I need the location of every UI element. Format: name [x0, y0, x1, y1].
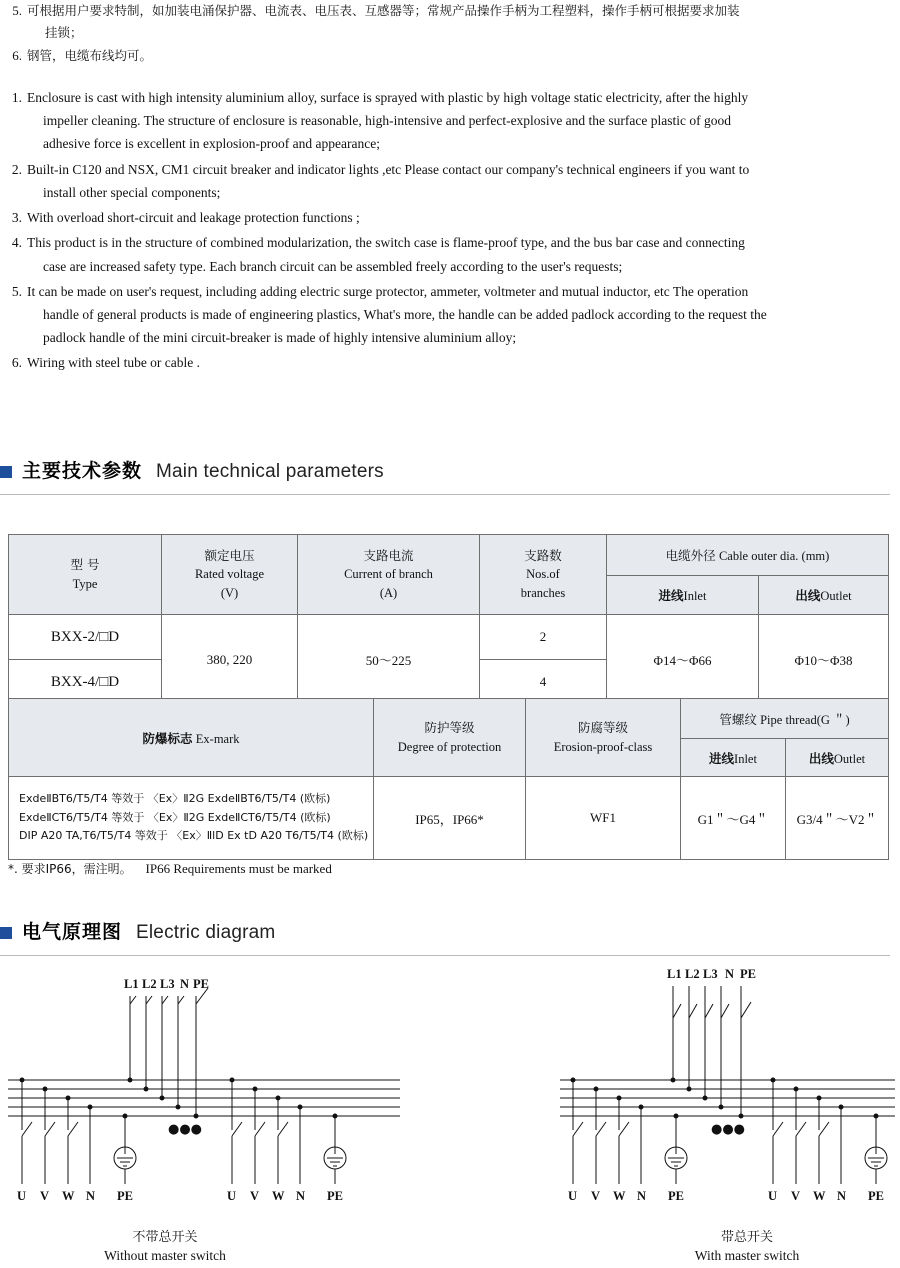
list-text — [27, 0, 900, 44]
list-text — [27, 351, 900, 374]
exmark-line: DIP A20 TA,T6/T5/T4 等效于 〈Ex〉ⅡlD Ex tD A20 T6/T5/T4 (欧标) — [19, 829, 369, 843]
header-cn: 防爆标志 — [142, 730, 193, 746]
outlet-label: V — [250, 1189, 260, 1203]
section-header-electric-diagram — [0, 917, 890, 944]
caption-en: Without master switch — [104, 1247, 226, 1263]
section-divider — [0, 494, 890, 495]
outlet-label: W — [272, 1189, 285, 1203]
table-main-parameters — [8, 534, 889, 705]
section-title-cn: 电气原理图 — [22, 921, 123, 943]
header-en: Degree of protection — [397, 739, 502, 754]
caption-without-master-switch — [45, 1229, 285, 1264]
header-cell-inlet — [681, 739, 786, 777]
phase-label: L2 — [142, 977, 157, 991]
note-line: It can be made on user's request, including adding electric surge protector, ammeter, voltmeter and mutual inductor, etc The operation — [27, 283, 749, 299]
phase-label: L1 — [667, 967, 682, 981]
list-number: 5. — [12, 3, 22, 18]
cell-current: 50～225 — [298, 615, 480, 705]
section-title-cn: 主要技术参数 — [22, 460, 143, 482]
ellipsis-dots: ●●● — [711, 1122, 746, 1137]
outlet-label: W — [62, 1189, 75, 1203]
chinese-notes-list — [0, 0, 900, 69]
header-cell-branches — [480, 535, 607, 615]
caption-with-master-switch — [627, 1229, 867, 1264]
list-number: 3. — [11, 210, 22, 226]
footnote — [8, 860, 332, 877]
note-line: Built-in C120 and NSX, CM1 circuit breaker and indicator lights ,etc Please contact our company's technical engineers if you want to — [27, 161, 750, 177]
footnote-cn: *. 要求IP66，需注明。 — [8, 862, 132, 876]
note-line: This product is in the structure of combined modularization, the switch case is flame-proof type, and the bus bar case and connecting — [27, 235, 745, 251]
header-unit: (A) — [379, 585, 398, 600]
section-title-en: Main technical parameters — [156, 461, 384, 482]
diagram-with-master-switch — [455, 958, 895, 1243]
list-item — [0, 280, 900, 350]
note-line: padlock handle of the mini circuit-breaker is made of highly intensive aluminium alloy; — [43, 330, 517, 346]
cell-pipe-inlet: G1＂～G4＂ — [681, 777, 786, 860]
exmark-line: ExdeⅡCT6/T5/T4 等效于 〈Ex〉Ⅱ2G ExdeⅡCT6/T5/T4 (欧标) — [19, 810, 331, 824]
table-protection-parameters — [8, 698, 889, 860]
outlet-label: PE — [868, 1189, 884, 1203]
header-cell-type — [9, 535, 162, 615]
list-text — [27, 206, 900, 229]
cell-voltage: 380, 220 — [162, 615, 298, 705]
phase-label: PE — [740, 967, 756, 981]
note-line: handle of general products is made of engineering plastics, What's more, the handle can be added padlock according to the request the — [43, 306, 767, 322]
outlet-label: U — [768, 1189, 778, 1203]
outlet-label: N — [296, 1189, 306, 1203]
phase-label: N — [180, 977, 190, 991]
outlet-label: V — [791, 1189, 801, 1203]
phase-label: L2 — [685, 967, 700, 981]
outlet-label: N — [837, 1189, 847, 1203]
header-cn: 出线 — [795, 588, 821, 603]
diagram-without-master-switch — [0, 958, 440, 1243]
header-en: Inlet — [734, 751, 757, 766]
header-cn: 支路电流 — [363, 548, 414, 564]
header-en: Current of branch — [344, 567, 433, 582]
list-text — [27, 86, 900, 156]
list-number: 6. — [11, 355, 22, 371]
cell-exmark — [9, 777, 374, 860]
cell-inlet-dia: Φ14～Φ66 — [607, 615, 759, 705]
list-number: 5. — [11, 283, 22, 299]
header-en2: branches — [520, 585, 566, 600]
phase-label: N — [725, 967, 735, 981]
outlet-label: PE — [117, 1189, 133, 1203]
header-en: Outlet — [833, 751, 866, 766]
header-cell-protection — [374, 699, 526, 777]
caption-cn: 不带总开关 — [132, 1230, 198, 1245]
outlet-label: N — [637, 1189, 647, 1203]
list-text — [27, 280, 900, 350]
list-text — [27, 158, 900, 204]
table-header-row — [9, 699, 889, 739]
table-row — [9, 777, 889, 860]
header-cn: 进线 — [658, 588, 684, 603]
header-en: Type — [72, 576, 98, 591]
outlet-label: V — [40, 1189, 50, 1203]
outlet-label: U — [227, 1189, 237, 1203]
cell-pipe-outlet: G3/4＂～V2＂ — [786, 777, 889, 860]
list-item — [0, 0, 900, 44]
square-bullet-icon — [0, 466, 12, 478]
square-bullet-icon — [0, 927, 12, 939]
list-item — [0, 45, 900, 68]
phase-label: L3 — [160, 977, 175, 991]
cell-protection: IP65，IP66* — [374, 777, 526, 860]
note-line: impeller cleaning. The structure of enclosure is reasonable, high-intensive and perfect-explosive and the surface plastic of good — [43, 113, 731, 129]
section-header-main-parameters — [0, 456, 890, 483]
list-number: 1. — [11, 90, 22, 105]
list-text — [27, 45, 900, 68]
header-en: Inlet — [683, 589, 707, 603]
note-line: install other special components; — [43, 184, 221, 200]
note-line: With overload short-circuit and leakage protection functions ; — [27, 210, 360, 226]
cell-outlet-dia: Φ10～Φ38 — [759, 615, 889, 705]
list-item — [0, 351, 900, 374]
note-line-cont: 挂锁； — [45, 24, 83, 40]
list-item — [0, 86, 900, 156]
header-cell-outlet — [759, 576, 889, 615]
header-cn: 电缆外径 — [665, 548, 716, 563]
header-cell-exmark — [9, 699, 374, 777]
phase-label: PE — [193, 977, 209, 991]
phase-label: L1 — [124, 977, 139, 991]
outlet-label: U — [568, 1189, 578, 1203]
header-cn: 支路数 — [524, 548, 562, 564]
table-row — [9, 615, 889, 660]
header-cn: 管螺纹 — [719, 711, 757, 727]
outlet-label: W — [613, 1189, 626, 1203]
electric-diagram-area — [0, 952, 900, 1268]
header-cell-erosion — [526, 699, 681, 777]
note-line: Enclosure is cast with high intensity aluminium alloy, surface is sprayed with plastic by high voltage static electricity, after the highly — [27, 90, 749, 105]
table-header-row — [9, 535, 889, 576]
note-line: case are increased safety type. Each branch circuit can be assembled freely according to the user's requests; — [43, 258, 623, 274]
header-en: Rated voltage — [194, 567, 265, 582]
header-cell-current — [298, 535, 480, 615]
note-line: 钢管，电缆布线均可。 — [27, 47, 153, 63]
list-number: 4. — [11, 235, 22, 251]
header-cn: 进线 — [709, 750, 735, 766]
header-cell-pipe-thread — [681, 699, 889, 739]
outlet-label: U — [17, 1189, 27, 1203]
header-cn: 防护等级 — [424, 720, 475, 736]
cell-branches: 4 — [480, 660, 607, 705]
list-number: 6. — [12, 47, 22, 63]
header-en: Pipe thread(G ＂) — [760, 712, 850, 727]
note-line: adhesive force is excellent in explosion-proof and appearance; — [43, 136, 380, 152]
list-item — [0, 158, 900, 204]
header-en: Erosion-proof-class — [553, 739, 653, 754]
caption-cn: 带总开关 — [720, 1230, 773, 1245]
header-cell-outlet — [786, 739, 889, 777]
header-en: Nos.of — [526, 567, 560, 582]
cell-branches: 2 — [480, 615, 607, 660]
phase-label: L3 — [703, 967, 718, 981]
note-line: 可根据用户要求特制，如加装电涌保护器、电流表、电压表、互感器等；常规产品操作手柄为工程塑料，操作手柄可根据要求加装 — [27, 3, 740, 18]
list-number: 2. — [11, 161, 22, 177]
footnote-en: IP66 Requirements must be marked — [145, 861, 332, 876]
header-en: Cable outer dia. (mm) — [718, 549, 830, 563]
header-cn: 防腐等级 — [577, 720, 628, 736]
header-en: Outlet — [820, 589, 852, 603]
header-cn: 额定电压 — [204, 548, 255, 564]
cell-type: BXX-2/□D — [9, 615, 162, 660]
section-title-en: Electric diagram — [136, 922, 276, 943]
outlet-label: N — [86, 1189, 96, 1203]
header-unit: (V) — [220, 585, 239, 600]
outlet-label: PE — [668, 1189, 684, 1203]
english-notes-list — [0, 86, 900, 377]
header-cn: 出线 — [808, 750, 834, 766]
outlet-label: V — [591, 1189, 601, 1203]
list-item — [0, 231, 900, 277]
outlet-label: W — [813, 1189, 826, 1203]
list-text — [27, 231, 900, 277]
ellipsis-dots: ●●● — [168, 1122, 203, 1137]
list-item — [0, 206, 900, 229]
header-cell-cable-dia — [607, 535, 889, 576]
exmark-line: ExdeⅡBT6/T5/T4 等效于 〈Ex〉Ⅱ2G ExdeⅡBT6/T5/T4 (欧标) — [19, 791, 331, 805]
note-line: Wiring with steel tube or cable . — [27, 355, 201, 371]
outlet-label: PE — [327, 1189, 343, 1203]
header-cn: 型 号 — [70, 557, 100, 573]
cell-erosion: WF1 — [526, 777, 681, 860]
caption-en: With master switch — [694, 1247, 800, 1263]
header-cell-inlet — [607, 576, 759, 615]
cell-type: BXX-4/□D — [9, 660, 162, 705]
header-cell-voltage — [162, 535, 298, 615]
header-en: Ex-mark — [195, 731, 240, 746]
